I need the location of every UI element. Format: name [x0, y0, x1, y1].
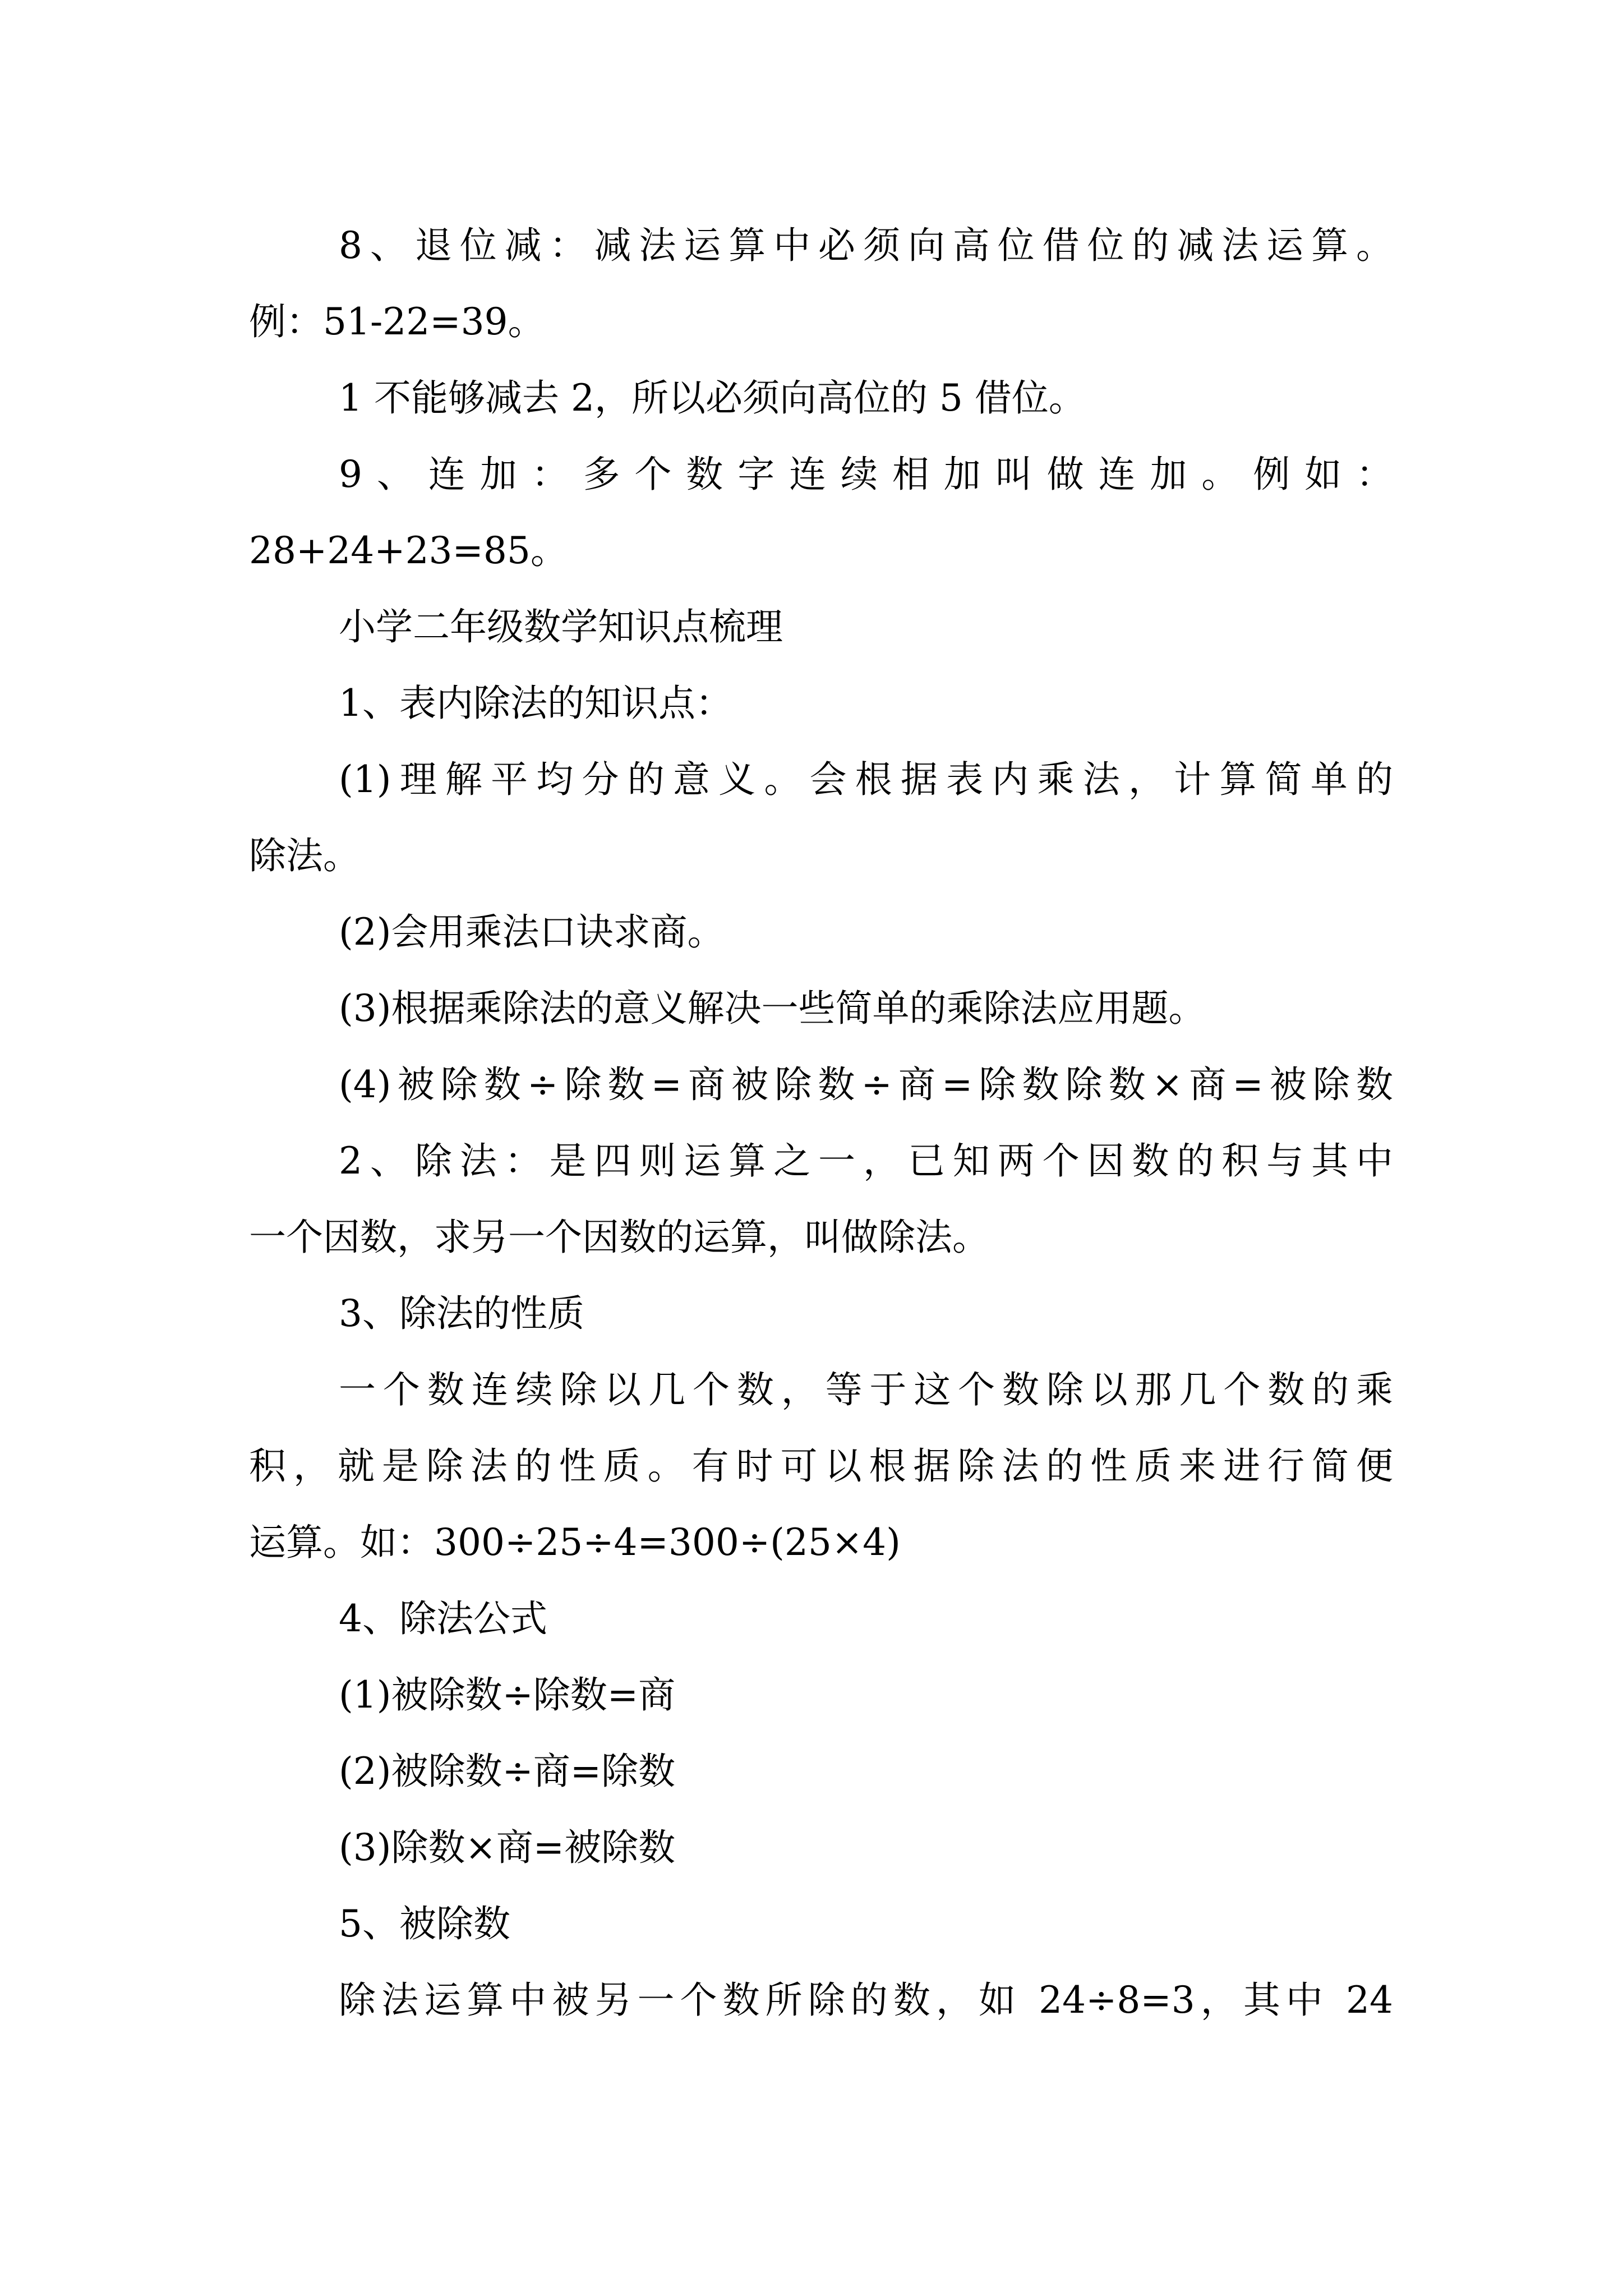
text-line: 9、连加：多个数字连续相加叫做连加。例如：: [339, 453, 1393, 496]
text-line: 运算。如：300÷25÷4=300÷(25×4): [249, 1521, 901, 1564]
text-line: 2、除法：是四则运算之一，已知两个因数的积与其中: [339, 1139, 1393, 1182]
text-line: 一个数连续除以几个数，等于这个数除以那几个数的乘: [339, 1368, 1393, 1411]
text-line: 8、退位减：减法运算中必须向高位借位的减法运算。: [339, 224, 1393, 267]
text-line: 积，就是除法的性质。有时可以根据除法的性质来进行简便: [249, 1444, 1393, 1488]
text-line: (2)会用乘法口诀求商。: [339, 910, 725, 954]
text-line: (1)被除数÷除数=商: [339, 1673, 676, 1717]
text-line: 一个因数，求另一个因数的运算，叫做除法。: [249, 1216, 989, 1259]
text-line: 除法运算中被另一个数所除的数，如 24÷8=3，其中 24: [339, 1978, 1393, 2022]
text-line: 除法。: [249, 834, 360, 877]
text-line: 4、除法公式: [339, 1597, 547, 1640]
text-line: (4)被除数÷除数=商被除数÷商=除数除数×商=被除数: [339, 1063, 1393, 1106]
text-line: 1 不能够减去 2，所以必须向高位的 5 借位。: [339, 376, 1086, 420]
text-line: 3、除法的性质: [339, 1292, 584, 1335]
text-line: (3)根据乘除法的意义解决一些简单的乘除法应用题。: [339, 987, 1206, 1030]
text-line: 1、表内除法的知识点：: [339, 682, 732, 725]
text-line: 5、被除数: [339, 1902, 510, 1945]
text-line: (3)除数×商=被除数: [339, 1826, 676, 1869]
text-line: 28+24+23=85。: [249, 529, 568, 572]
text-line: (2)被除数÷商=除数: [339, 1750, 676, 1793]
section-heading: 小学二年级数学知识点梳理: [339, 605, 783, 648]
text-line: (1)理解平均分的意义。会根据表内乘法，计算简单的: [339, 758, 1393, 801]
text-line: 例：51-22=39。: [249, 300, 545, 343]
